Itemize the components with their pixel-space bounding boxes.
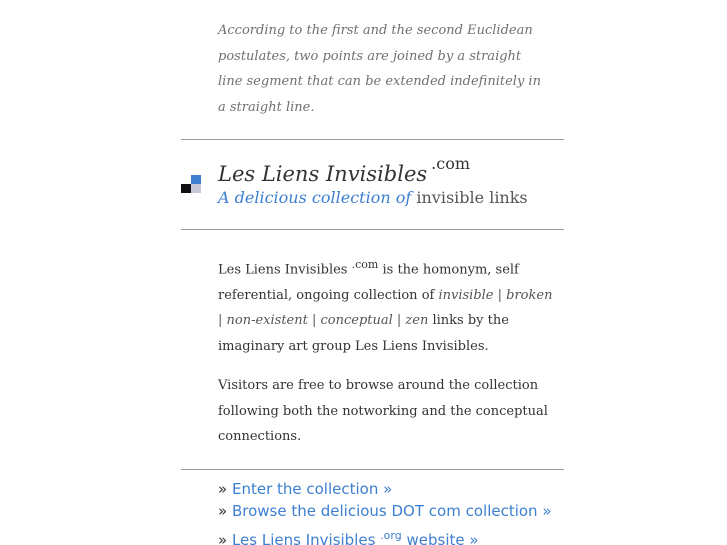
divider-bottom	[181, 469, 564, 470]
site-title-suffix: .com	[431, 154, 471, 173]
link-prefix: »	[218, 502, 228, 520]
site-title-text: Les Liens Invisibles	[218, 162, 428, 186]
link-prefix: »	[218, 531, 228, 545]
description-suffix: .com	[351, 258, 379, 271]
site-tagline	[218, 188, 528, 207]
description-text-1: is the homonym, self referential, ongoing collection of	[218, 262, 519, 303]
org-website-link[interactable]	[232, 531, 479, 545]
divider-middle	[181, 229, 564, 230]
logo-square-gray	[191, 184, 201, 193]
euclid-quote: According to the first and the second Euclidean postulates, two points are joined by a straight line segment that can be extended indefinitely in a straight line.	[218, 23, 541, 115]
link-list	[218, 478, 552, 545]
logo-square-black	[181, 184, 191, 193]
org-website-name: Les Liens Invisibles	[231, 531, 376, 545]
link-item-browse	[218, 500, 552, 522]
link-prefix: »	[218, 480, 228, 498]
link-item-website	[218, 525, 552, 545]
link-item-enter	[218, 478, 552, 500]
description-kinds: invisible | broken | non-existent | conceptual | zen	[218, 287, 553, 329]
tagline-blue: A delicious collection of	[218, 188, 412, 207]
org-website-suffix: .org	[380, 529, 402, 542]
logo-icon	[181, 175, 201, 195]
visitors-paragraph: Visitors are free to browse around the collection following both the notworking and the conceptual connections.	[218, 378, 548, 444]
tagline-rest: invisible links	[416, 188, 528, 207]
description-name: Les Liens Invisibles	[218, 262, 348, 278]
description-text-2: links by the imaginary art group Les Liens Invisibles.	[218, 313, 509, 354]
org-website-rest: website »	[406, 531, 479, 545]
logo-square-blue	[191, 175, 201, 184]
site-title	[218, 154, 471, 186]
divider-top	[181, 139, 564, 140]
enter-collection-link[interactable]: Enter the collection »	[231, 480, 393, 498]
browse-dotcom-link[interactable]: Browse the delicious DOT com collection »	[231, 502, 552, 520]
description-paragraph	[218, 252, 553, 359]
